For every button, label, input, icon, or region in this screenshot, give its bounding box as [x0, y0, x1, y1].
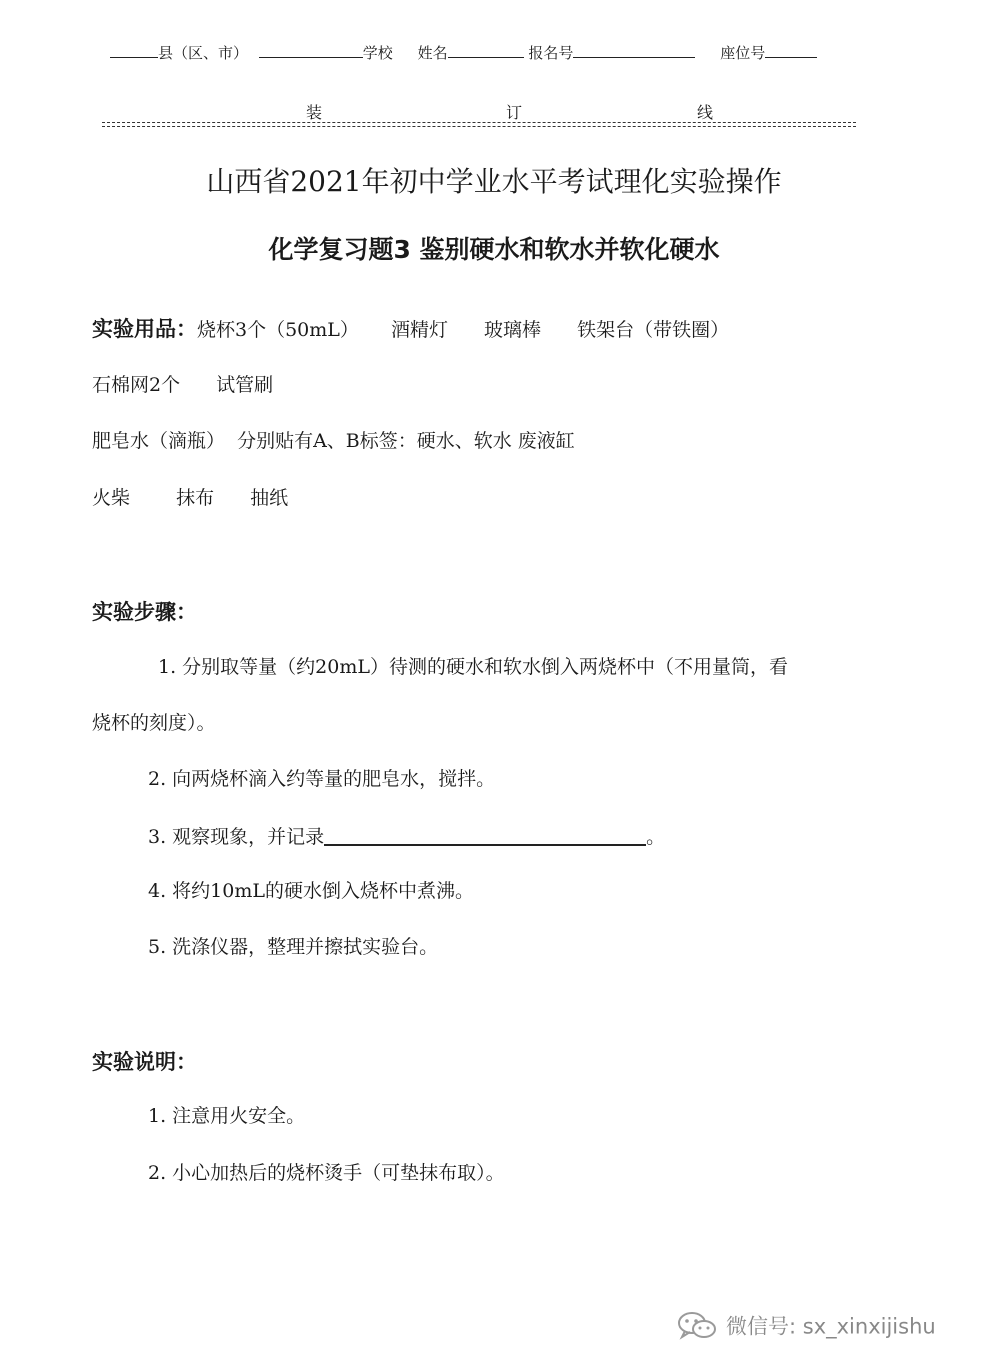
step-5: 5. 洗涤仪器，整理并擦拭实验台。 — [148, 936, 439, 958]
page-title: 山西省2021年初中学业水平考试理化实验操作 — [206, 165, 782, 198]
materials-line-3: 肥皂水（滴瓶） 分别贴有A、B标签：硬水、软水 废液缸 — [92, 430, 575, 452]
materials-item: 试管刷 — [216, 374, 274, 396]
materials-item: 抹布 — [176, 487, 215, 509]
step-1-line-a: 1. 分别取等量（约20mL）待测的硬水和软水倒入两烧杯中（不用量筒，看 — [158, 656, 788, 678]
binding-dashed-line-bottom — [102, 126, 856, 127]
page-subtitle: 化学复习题3 鉴别硬水和软水并软化硬水 — [268, 235, 720, 264]
materials-line-4 — [92, 485, 288, 511]
step-4: 4. 将约10mL的硬水倒入烧杯中煮沸。 — [148, 880, 474, 902]
county-label: 县（区、市） — [158, 44, 249, 62]
step-2: 2. 向两烧杯滴入约等量的肥皂水，搅拌。 — [148, 768, 496, 790]
step-3-text: 3. 观察现象，并记录 — [148, 826, 325, 848]
binding-char-2: 订 — [506, 103, 523, 122]
reg-no-blank — [573, 40, 695, 58]
note-1: 1. 注意用火安全。 — [148, 1105, 306, 1127]
materials-item: 抽纸 — [250, 487, 289, 509]
materials-item: 酒精灯 — [390, 319, 448, 341]
binding-dashed-line-top — [102, 122, 856, 123]
wechat-watermark — [676, 1310, 936, 1345]
county-blank — [110, 40, 158, 58]
binding-char-3: 线 — [697, 103, 714, 122]
step-3-end: 。 — [646, 826, 666, 848]
school-blank — [259, 40, 363, 58]
name-blank — [448, 40, 524, 58]
school-label: 学校 — [362, 44, 393, 62]
materials-item: 铁架台（带铁圈） — [577, 319, 730, 341]
header-fields — [110, 40, 817, 63]
materials-item: 烧杯3个（50mL） — [197, 319, 359, 341]
note-2: 2. 小心加热后的烧杯烫手（可垫抹布取）。 — [148, 1162, 505, 1184]
materials-item: 火柴 — [92, 487, 131, 509]
binding-char-1: 装 — [306, 103, 323, 122]
materials-item: 玻璃棒 — [484, 319, 542, 341]
record-blank — [324, 822, 646, 846]
seat-no-label: 座位号 — [720, 44, 766, 62]
step-1-line-b: 烧杯的刻度）。 — [92, 712, 216, 734]
notes-label: 实验说明： — [92, 1050, 197, 1074]
materials-line-2 — [92, 372, 273, 398]
steps-label: 实验步骤： — [92, 600, 197, 624]
seat-no-blank — [765, 40, 817, 58]
reg-no-label: 报名号 — [528, 44, 574, 62]
materials-line-1 — [92, 316, 729, 343]
wechat-icon — [676, 1310, 718, 1345]
wechat-id-text: 微信号: sx_xinxijishu — [726, 1314, 936, 1339]
materials-label: 实验用品： — [92, 317, 197, 341]
step-3 — [148, 822, 665, 850]
materials-item: 石棉网2个 — [92, 374, 181, 396]
name-label: 姓名 — [417, 44, 448, 62]
